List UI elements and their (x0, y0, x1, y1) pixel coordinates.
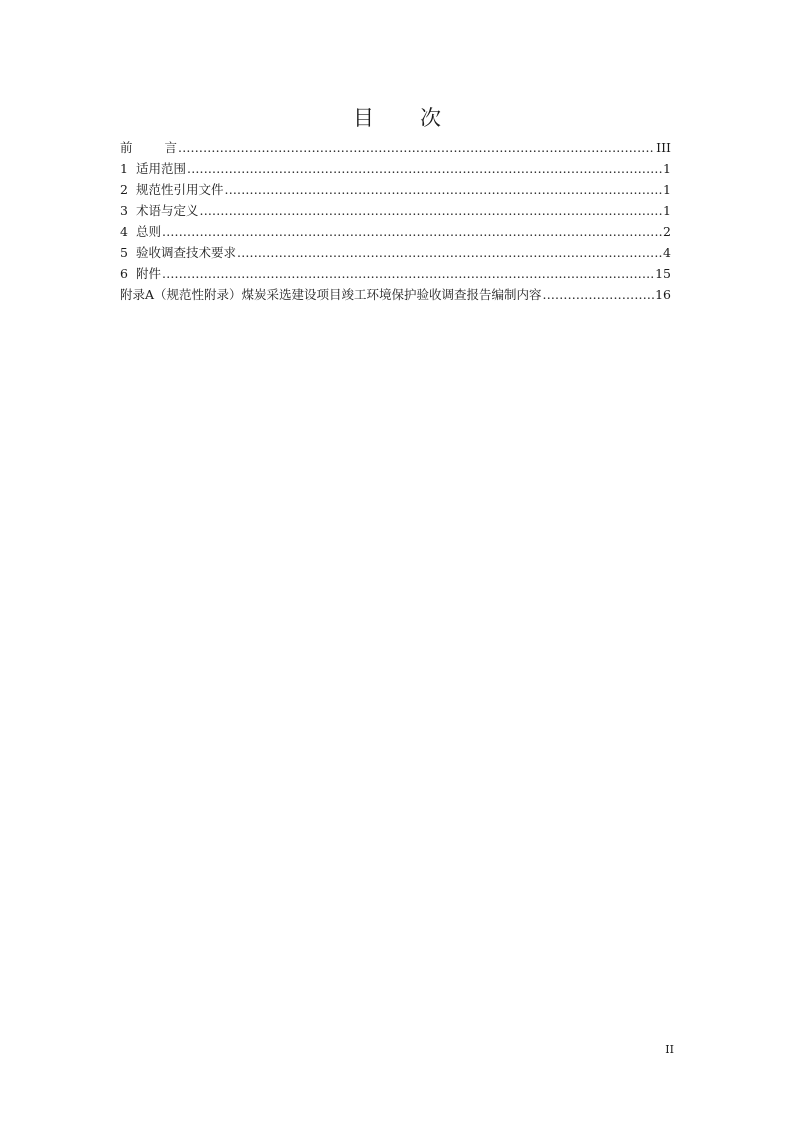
toc-title-right: 次 (420, 106, 441, 130)
toc-leader-dots (237, 242, 662, 263)
toc-entry-2[interactable] (120, 179, 671, 200)
toc-entry-label: 适用范围 (136, 161, 187, 176)
toc-entry-page: 1 (663, 182, 671, 197)
toc-entry-page: 16 (655, 287, 671, 302)
toc-entry-page: 2 (663, 224, 671, 239)
toc-entry-label (120, 137, 177, 158)
toc-entry-5[interactable] (120, 242, 671, 263)
toc-entry-3[interactable] (120, 200, 671, 221)
toc-entry-1[interactable] (120, 158, 671, 179)
toc-leader-dots (225, 179, 663, 200)
toc-list (120, 137, 671, 305)
toc-entry-label-right: 言 (164, 140, 178, 155)
toc-leader-dots (187, 158, 662, 179)
toc-leader-dots (200, 200, 663, 221)
toc-entry-foreword[interactable] (120, 137, 671, 158)
toc-entry-page: 1 (663, 203, 671, 218)
toc-entry-number: 2 (120, 182, 128, 197)
toc-entry-page: 15 (655, 266, 671, 281)
toc-entry-number: 1 (120, 161, 128, 176)
toc-entry-page: 4 (663, 245, 671, 260)
toc-leader-dots (162, 221, 662, 242)
toc-entry-page: III (656, 140, 671, 155)
toc-entry-number: 4 (120, 224, 128, 239)
toc-leader-dots (162, 263, 654, 284)
toc-entry-label: 附录A（规范性附录）煤炭采选建设项目竣工环境保护验收调查报告编制内容 (120, 287, 542, 302)
toc-title (0, 103, 794, 133)
toc-entry-page: 1 (663, 161, 671, 176)
toc-entry-label: 术语与定义 (136, 203, 199, 218)
toc-entry-label-left: 前 (120, 140, 133, 155)
toc-entry-number: 6 (120, 266, 128, 281)
toc-entry-label: 规范性引用文件 (136, 182, 224, 197)
toc-entry-number: 3 (120, 203, 128, 218)
toc-entry-4[interactable] (120, 221, 671, 242)
toc-entry-label: 验收调查技术要求 (136, 245, 237, 260)
toc-title-left: 目 (353, 106, 374, 130)
toc-entry-label: 附件 (136, 266, 162, 281)
toc-leader-dots (178, 137, 655, 158)
toc-leader-dots (543, 284, 655, 305)
toc-entry-6[interactable] (120, 263, 671, 284)
page-number: II (665, 1043, 674, 1056)
toc-entry-label: 总则 (136, 224, 162, 239)
toc-entry-number: 5 (120, 245, 128, 260)
toc-entry-appendix-a[interactable] (120, 284, 671, 305)
